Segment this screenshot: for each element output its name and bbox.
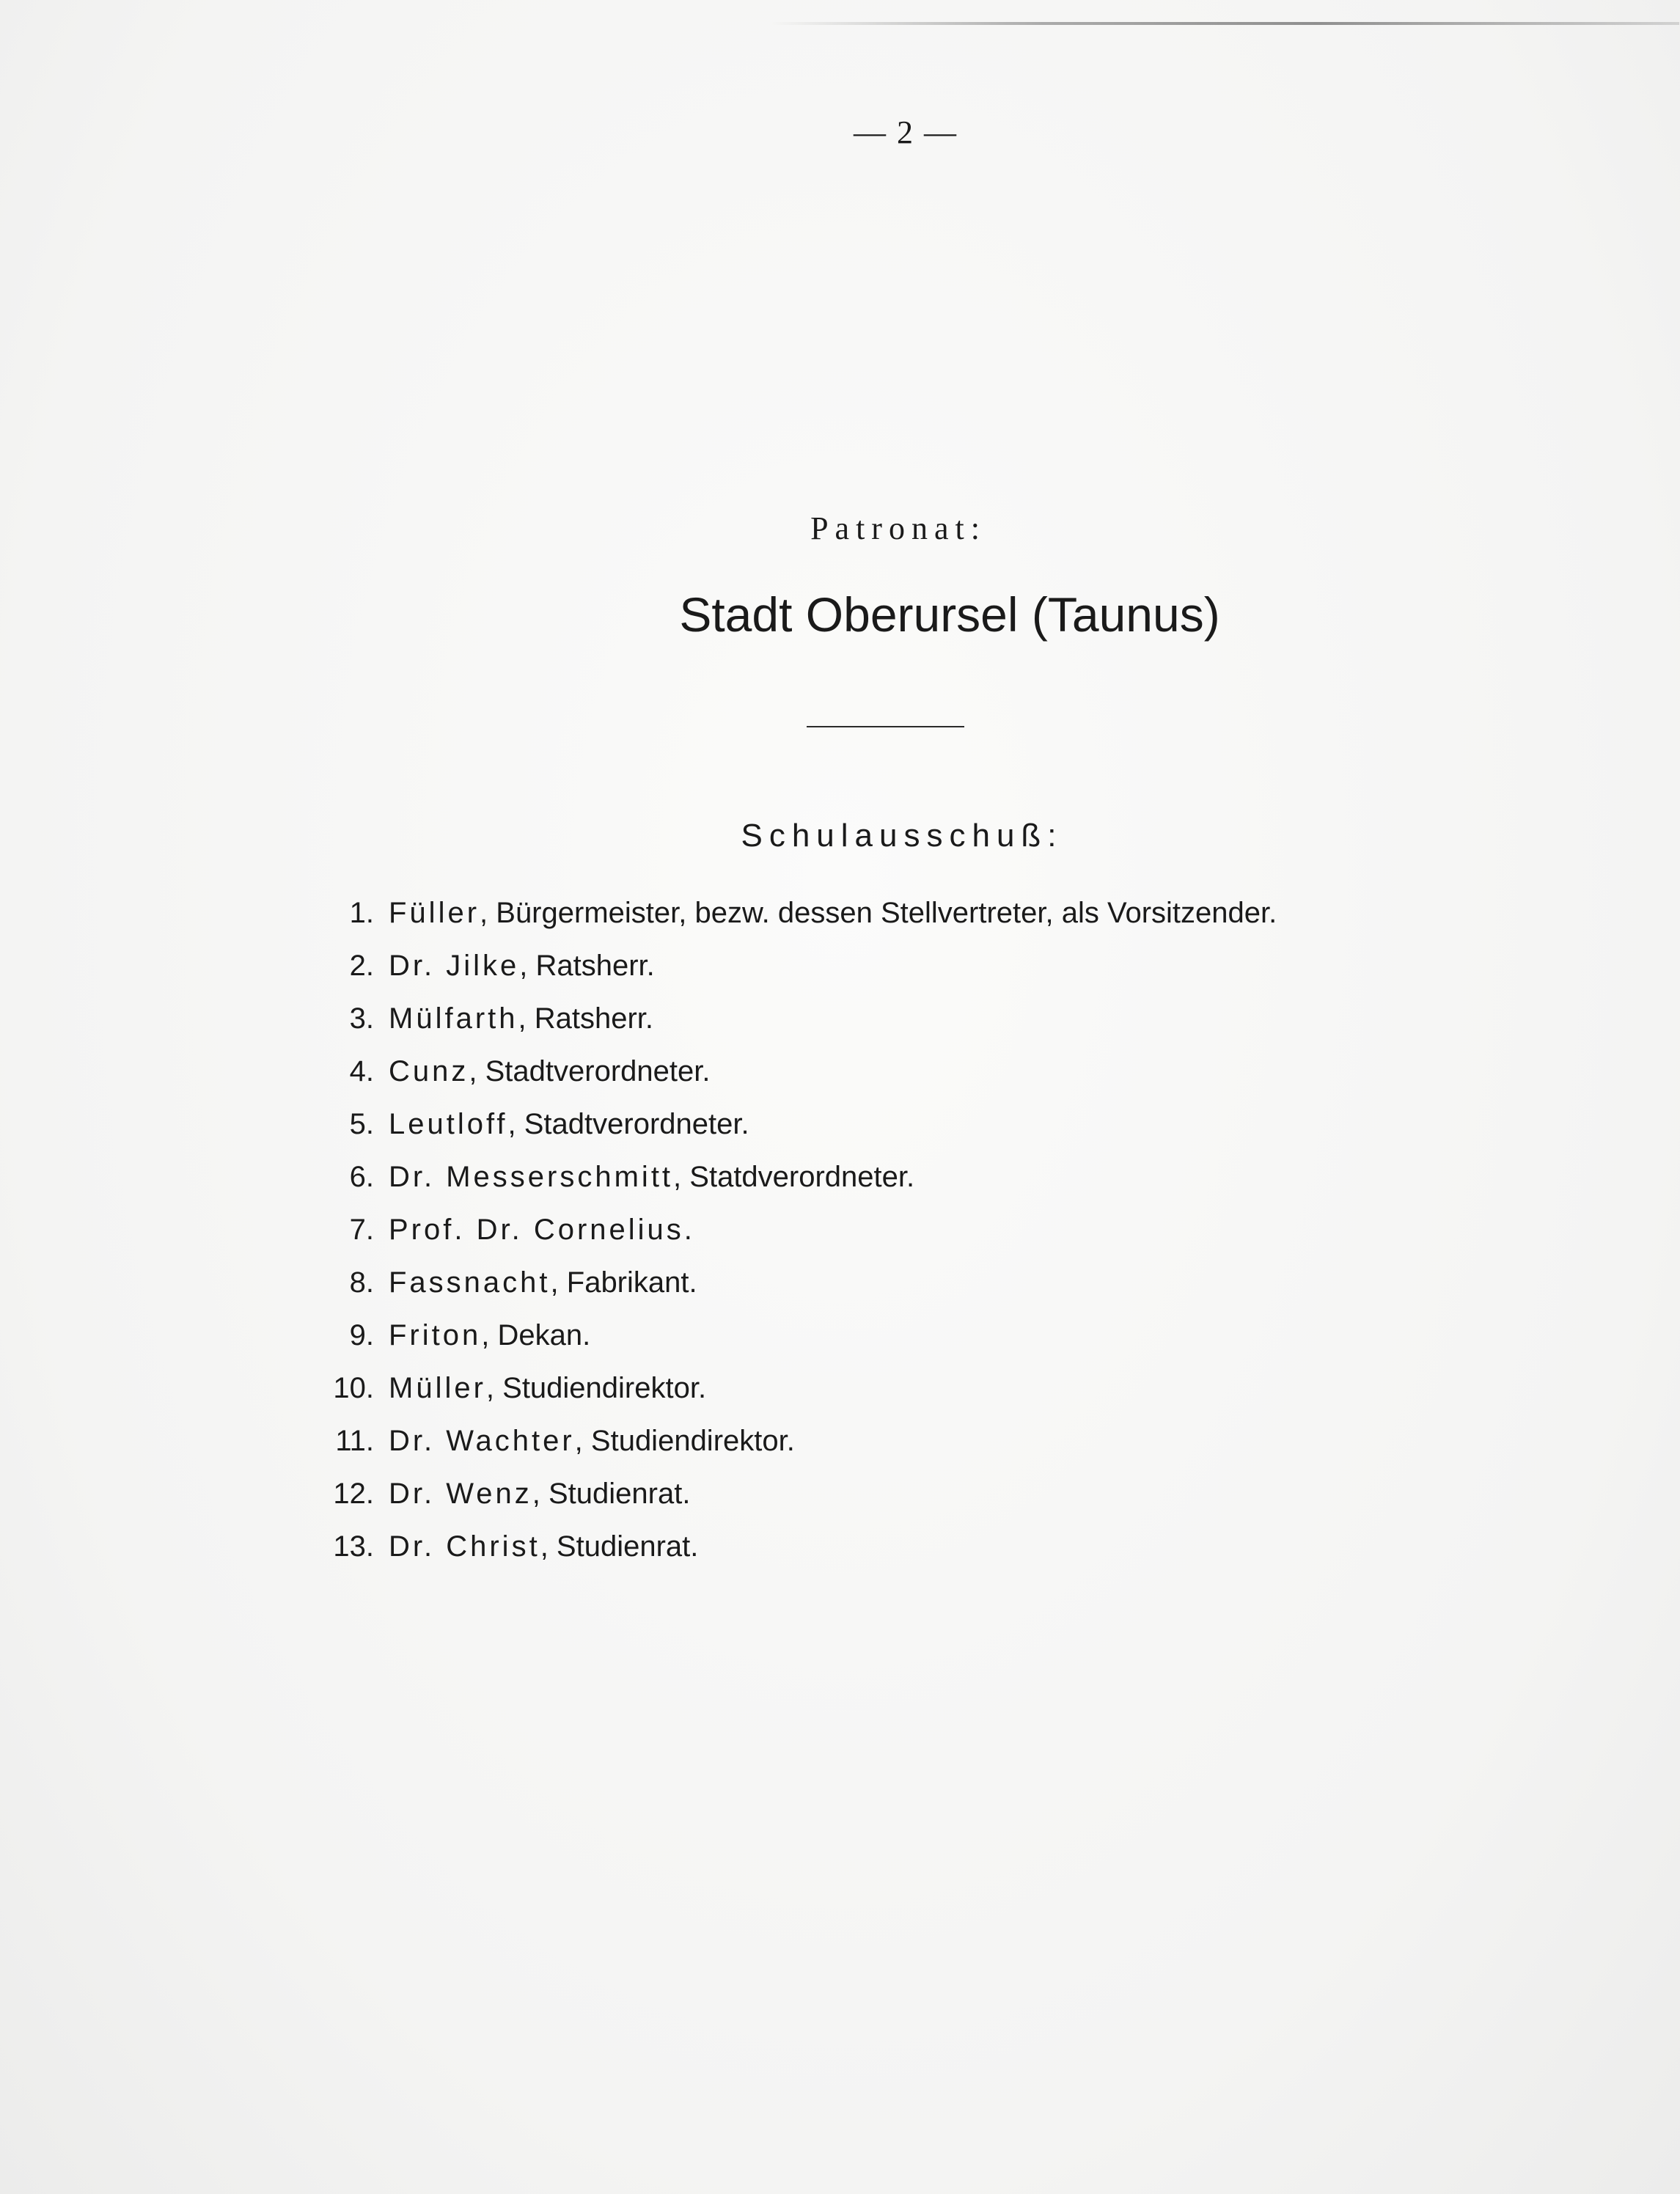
member-name: Fassnacht	[389, 1266, 551, 1299]
member-name: Dr. Wachter	[389, 1425, 575, 1457]
member-name: Mülfarth	[389, 1002, 518, 1035]
list-item	[308, 1261, 1481, 1313]
list-item	[308, 1208, 1481, 1261]
member-name: Friton	[389, 1319, 482, 1351]
member-name: Füller	[389, 897, 480, 929]
patronat-label: Patronat:	[810, 510, 986, 546]
patronat-name: Stadt Oberursel (Taunus)	[679, 587, 1220, 642]
member-name: Dr. Christ	[389, 1530, 540, 1563]
member-role: , Studiendirektor.	[574, 1425, 795, 1457]
list-item	[308, 997, 1481, 1049]
member-name: Dr. Messerschmitt	[389, 1161, 674, 1193]
member-number: 10.	[333, 1372, 374, 1404]
member-role: , Studiendirektor.	[485, 1372, 707, 1404]
member-number: 5.	[349, 1108, 374, 1140]
member-role: .	[683, 1214, 692, 1246]
member-number: 2.	[349, 950, 374, 982]
member-role: , Bürgermeister, bezw. dessen Stellvertreter, als Vorsitzender.	[480, 897, 1277, 929]
list-item	[308, 1313, 1481, 1366]
member-number: 11.	[335, 1425, 374, 1457]
member-role: , Stadtverordneter.	[507, 1108, 749, 1140]
member-role: , Studienrat.	[540, 1530, 699, 1563]
member-name: Prof. Dr. Cornelius	[389, 1214, 684, 1246]
member-name: Dr. Jilke	[389, 950, 520, 982]
list-item	[308, 944, 1481, 997]
list-item	[308, 1366, 1481, 1419]
list-item	[308, 891, 1481, 944]
scan-edge-line	[770, 22, 1679, 25]
member-number: 3.	[349, 1002, 374, 1035]
list-item	[308, 1525, 1481, 1577]
page-number: — 2 —	[854, 114, 958, 150]
member-name: Leutloff	[389, 1108, 508, 1140]
member-number: 6.	[349, 1161, 374, 1193]
member-name: Müller	[389, 1372, 486, 1404]
committee-title: Schulausschuß:	[741, 818, 1063, 854]
member-role: , Dekan.	[481, 1319, 591, 1351]
member-number: 7.	[349, 1214, 374, 1246]
member-role: , Ratsherr.	[519, 950, 655, 982]
member-number: 9.	[349, 1319, 374, 1351]
member-number: 1.	[349, 897, 374, 929]
member-number: 13.	[333, 1530, 374, 1563]
member-name: Cunz	[389, 1055, 469, 1087]
member-role: , Fabrikant.	[550, 1266, 697, 1299]
member-number: 4.	[349, 1055, 374, 1087]
member-role: , Stadtverordneter.	[469, 1055, 711, 1087]
list-item	[308, 1419, 1481, 1472]
list-item	[308, 1102, 1481, 1155]
member-number: 8.	[349, 1266, 374, 1299]
member-number: 12.	[333, 1478, 374, 1510]
member-role: , Ratsherr.	[518, 1002, 654, 1035]
member-list	[308, 891, 1481, 1577]
member-name: Dr. Wenz	[389, 1478, 532, 1510]
member-role: , Studienrat.	[532, 1478, 691, 1510]
list-item	[308, 1049, 1481, 1102]
list-item	[308, 1472, 1481, 1525]
member-role: , Statdverordneter.	[673, 1161, 915, 1193]
list-item	[308, 1155, 1481, 1208]
section-divider	[807, 726, 964, 727]
